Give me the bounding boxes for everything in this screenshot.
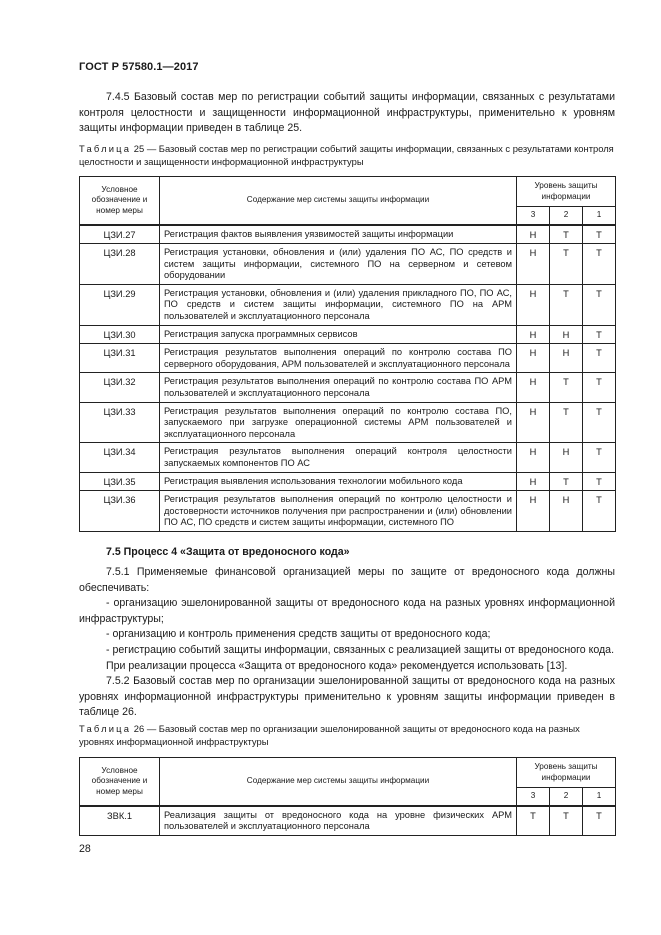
level-3-value: Н — [517, 325, 550, 344]
paragraph-7-5-2: 7.5.2 Базовый состав мер по организации эшелонированной защиты от вредоносного кода на разных уровнях информационной инфраструктуры применительно к уровням защиты информации приведен в таблице 26. — [79, 675, 615, 719]
paragraph-7-4-5: 7.4.5 Базовый состав мер по регистрации событий защиты информации, связанных с результатами контроля целостности и защищенности информационной инфраструктуры, применительно к уровням защиты информации приведен в таблице 25. — [79, 91, 615, 135]
column-header-code: Условное обозначение и номер меры — [80, 177, 160, 225]
table-row — [80, 344, 616, 373]
level-3-value: Н — [517, 443, 550, 472]
table-26 — [79, 757, 616, 836]
table-row — [80, 325, 616, 344]
level-3-value: Н — [517, 225, 550, 244]
level-1-value: Т — [583, 443, 616, 472]
standard-header: ГОСТ Р 57580.1—2017 — [79, 61, 199, 73]
level-1-value: Т — [583, 284, 616, 325]
level-2-value: Т — [550, 284, 583, 325]
level-3-value: Н — [517, 244, 550, 285]
measure-description: Регистрация установки, обновления и (или) удаления ПО АС, ПО средств и систем защиты информации, системного ПО на серверном и сетевом оборудовании — [160, 244, 517, 285]
table-row — [80, 443, 616, 472]
table-25 — [79, 176, 616, 532]
measure-description: Регистрация результатов выполнения операций по контролю состава ПО, запускаемого при загрузке операционной системы АРМ пользователей и эксплуатационного персонала — [160, 402, 517, 443]
measure-code: ЦЗИ.36 — [80, 491, 160, 532]
level-2-value: Т — [550, 225, 583, 244]
column-header-level: Уровень защиты информации — [517, 758, 616, 788]
table-row — [80, 472, 616, 491]
measure-description: Регистрация результатов выполнения операций по контролю целостности и достоверности источников получения при распространении и (или) обновлении ПО АС, ПО средств и систем защиты информации, системного ПО — [160, 491, 517, 532]
measure-code: ЦЗИ.35 — [80, 472, 160, 491]
measure-description: Реализация защиты от вредоносного кода на уровне физических АРМ пользователей и эксплуатационного персонала — [160, 806, 517, 836]
level-1-value: Т — [583, 344, 616, 373]
column-header-content: Содержание мер системы защиты информации — [160, 177, 517, 225]
level-1-value: Т — [583, 325, 616, 344]
bullet-item: - организацию эшелонированной защиты от вредоносного кода на разных уровнях информационной инфраструктуры; — [79, 597, 615, 625]
table-25-caption-text: 25 — Базовый состав мер по регистрации событий защиты информации, связанных с результатами контроля целостности и защищенности информационной инфраструктуры — [79, 143, 614, 167]
table-25-caption-label: Таблица — [79, 143, 132, 154]
measure-code: ЦЗИ.29 — [80, 284, 160, 325]
level-2-value: Т — [550, 472, 583, 491]
table-row — [80, 402, 616, 443]
table-row — [80, 806, 616, 836]
level-1-value: Т — [583, 225, 616, 244]
column-header-level-1: 1 — [583, 207, 616, 225]
measure-code: ЦЗИ.28 — [80, 244, 160, 285]
measure-description: Регистрация фактов выявления уязвимостей защиты информации — [160, 225, 517, 244]
table-row — [80, 244, 616, 285]
measure-code: ЦЗИ.33 — [80, 402, 160, 443]
level-1-value: Т — [583, 806, 616, 836]
column-header-code: Условное обозначение и номер меры — [80, 758, 160, 806]
level-1-value: Т — [583, 472, 616, 491]
level-3-value: Н — [517, 472, 550, 491]
measure-code: ЦЗИ.32 — [80, 373, 160, 402]
column-header-level-1: 1 — [583, 788, 616, 806]
level-1-value: Т — [583, 373, 616, 402]
section-7-5-body — [79, 565, 615, 721]
table-row — [80, 491, 616, 532]
measure-code: ЦЗИ.27 — [80, 225, 160, 244]
measure-description: Регистрация результатов выполнения операций по контролю состава ПО серверного оборудования, АРМ пользователей и эксплуатационного персонала — [160, 344, 517, 373]
column-header-content: Содержание мер системы защиты информации — [160, 758, 517, 806]
table-row — [80, 284, 616, 325]
measure-description: Регистрация запуска программных сервисов — [160, 325, 517, 344]
paragraph-recommendation: При реализации процесса «Защита от вредоносного кода» рекомендуется использовать [13]. — [106, 659, 568, 672]
level-1-value: Т — [583, 402, 616, 443]
measure-description: Регистрация выявления использования технологии мобильного кода — [160, 472, 517, 491]
paragraph-7-5-1: 7.5.1 Применяемые финансовой организацией меры по защите от вредоносного кода должны обеспечивать: — [79, 566, 615, 594]
measure-code: ЦЗИ.30 — [80, 325, 160, 344]
column-header-level-2: 2 — [550, 207, 583, 225]
bullet-item: - регистрацию событий защиты информации, связанных с реализацией защиты от вредоносного кода. — [106, 643, 615, 656]
measure-code: ЗВК.1 — [80, 806, 160, 836]
level-3-value: Т — [517, 806, 550, 836]
bullet-item: - организацию и контроль применения средств защиты от вредоносного кода; — [106, 628, 491, 641]
table-26-caption-label: Таблица — [79, 723, 132, 734]
level-3-value: Н — [517, 373, 550, 402]
level-2-value: Н — [550, 491, 583, 532]
level-3-value: Н — [517, 491, 550, 532]
level-2-value: Т — [550, 402, 583, 443]
level-2-value: Т — [550, 806, 583, 836]
measure-description: Регистрация результатов выполнения операций контроля целостности запускаемых компонентов ПО АС — [160, 443, 517, 472]
measure-description: Регистрация результатов выполнения операций по контролю состава ПО АРМ пользователей и эксплуатационного персонала — [160, 373, 517, 402]
level-2-value: Т — [550, 373, 583, 402]
measure-code: ЦЗИ.34 — [80, 443, 160, 472]
level-2-value: Н — [550, 344, 583, 373]
table-26-caption-text: 26 — Базовый состав мер по организации эшелонированной защиты от вредоносного кода на разных уровнях информационной инфраструктуры — [79, 723, 580, 747]
table-25-caption — [79, 143, 615, 168]
measure-description: Регистрация установки, обновления и (или) удаления прикладного ПО, ПО АС, ПО средств и систем защиты информации, системного ПО на АРМ пользователей и эксплуатационного персонала — [160, 284, 517, 325]
level-2-value: Н — [550, 325, 583, 344]
level-1-value: Т — [583, 491, 616, 532]
level-2-value: Т — [550, 244, 583, 285]
level-3-value: Н — [517, 402, 550, 443]
table-26-caption — [79, 723, 615, 748]
column-header-level-2: 2 — [550, 788, 583, 806]
page-number: 28 — [79, 843, 91, 855]
measure-code: ЦЗИ.31 — [80, 344, 160, 373]
level-3-value: Н — [517, 344, 550, 373]
level-3-value: Н — [517, 284, 550, 325]
section-7-5-heading: 7.5 Процесс 4 «Защита от вредоносного кода» — [106, 546, 350, 558]
level-1-value: Т — [583, 244, 616, 285]
column-header-level: Уровень защиты информации — [517, 177, 616, 207]
column-header-level-3: 3 — [517, 788, 550, 806]
column-header-level-3: 3 — [517, 207, 550, 225]
table-row — [80, 225, 616, 244]
table-row — [80, 373, 616, 402]
level-2-value: Н — [550, 443, 583, 472]
